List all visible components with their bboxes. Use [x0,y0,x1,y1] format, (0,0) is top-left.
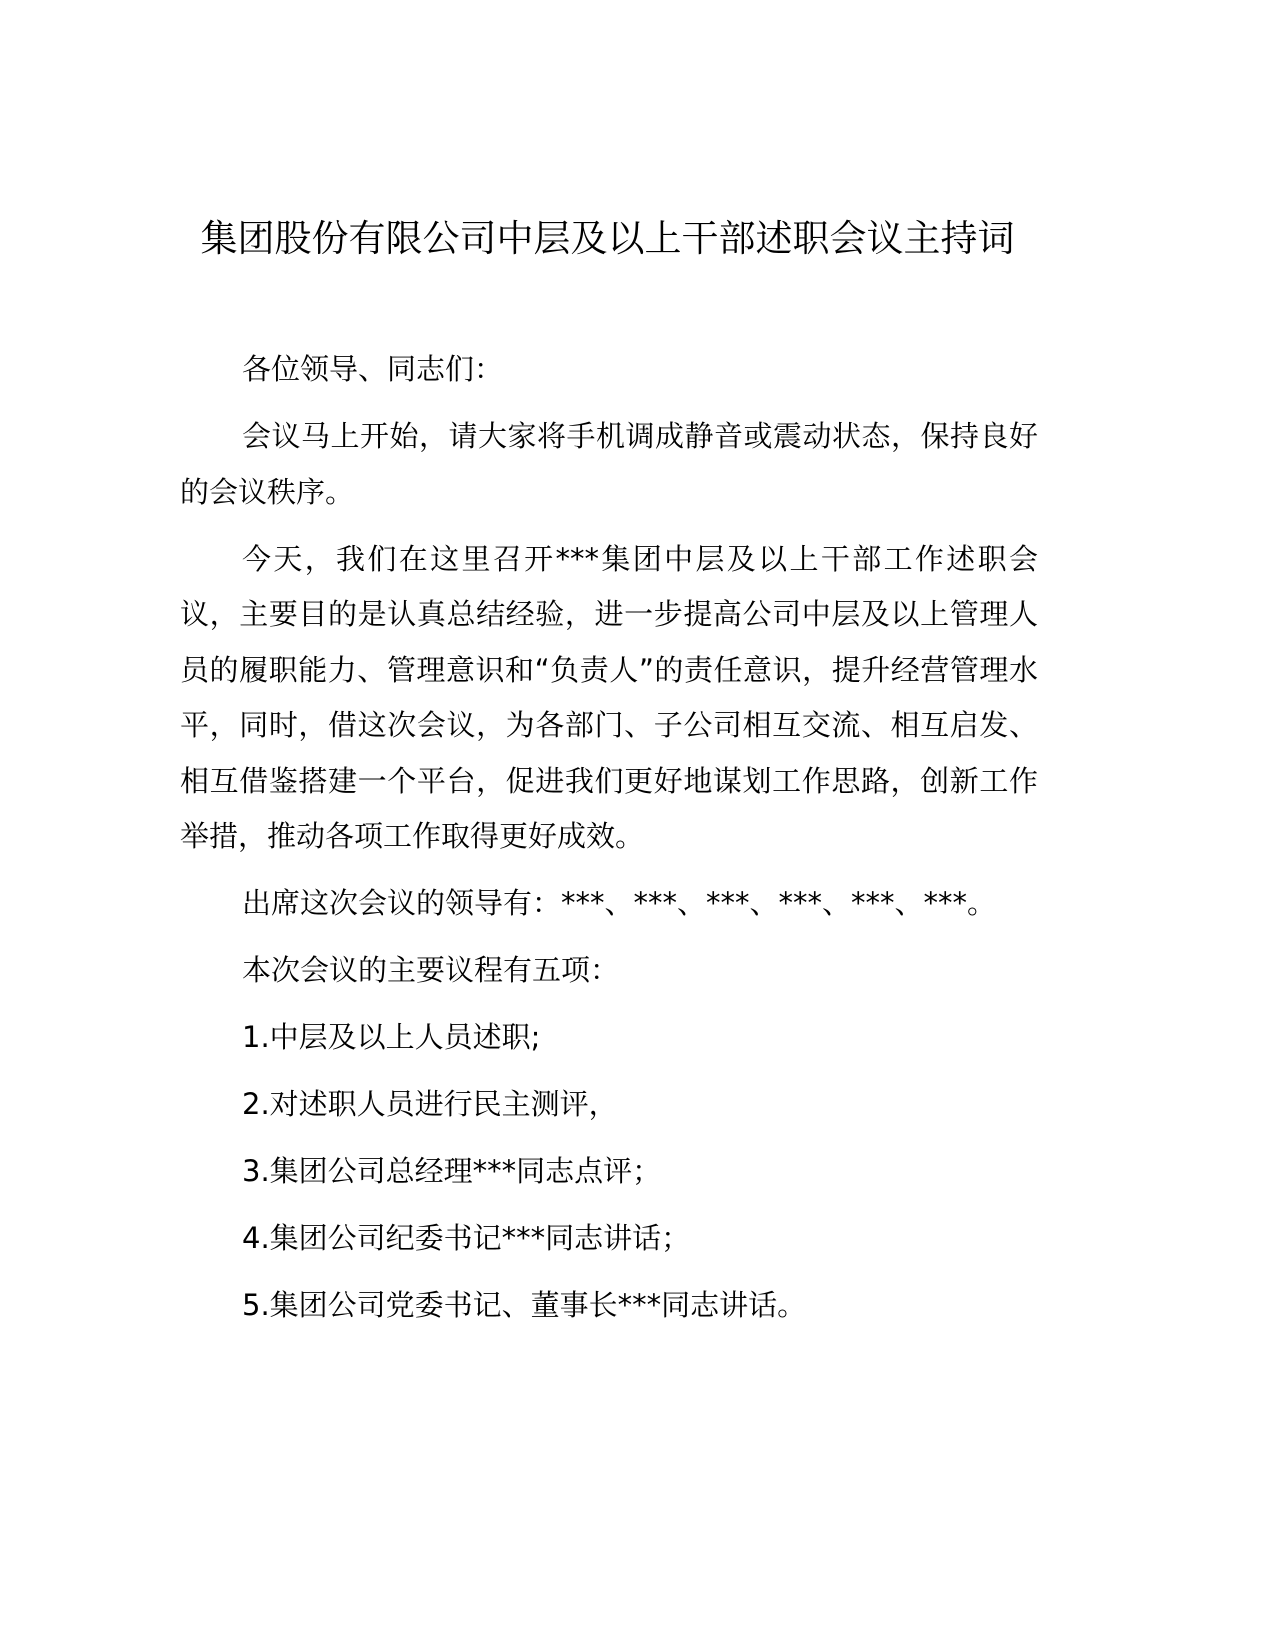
agenda-item: 3.集团公司总经理***同志点评； [242,1154,662,1188]
paragraph-attendees: 出席这次会议的领导有：***、***、***、***、***、***。 [242,886,997,920]
greeting: 各位领导、同志们： [242,352,504,386]
agenda-intro: 本次会议的主要议程有五项： [242,953,620,987]
paragraph-purpose: 今天，我们在这里召开***集团中层及以上干部工作述职会议，主要目的是认真总结经验，进一步提高公司中层及以上管理人员的履职能力、管理意识和“负责人”的责任意识，提升经营管理水平，同时，借这次会议，为各部门、子公司相互交流、相互启发、相互借鉴搭建一个平台，促进我们更好地谋划工作思路，创新工作举措，推动各项工作取得更好成效。 [180,541,1038,853]
agenda-item: 2.对述职人员进行民主测评， [242,1087,618,1121]
document-body [180,342,1038,1345]
document-title: 集团股份有限公司中层及以上干部述职会议主持词 [200,217,1015,260]
agenda-item: 4.集团公司纪委书记***同志讲话； [242,1221,691,1255]
agenda-item: 5.集团公司党委书记、董事长***同志讲话。 [242,1288,807,1322]
paragraph-reminder: 会议马上开始，请大家将手机调成静音或震动状态，保持良好的会议秩序。 [180,419,1038,509]
agenda-item: 1.中层及以上人员述职; [242,1020,541,1054]
